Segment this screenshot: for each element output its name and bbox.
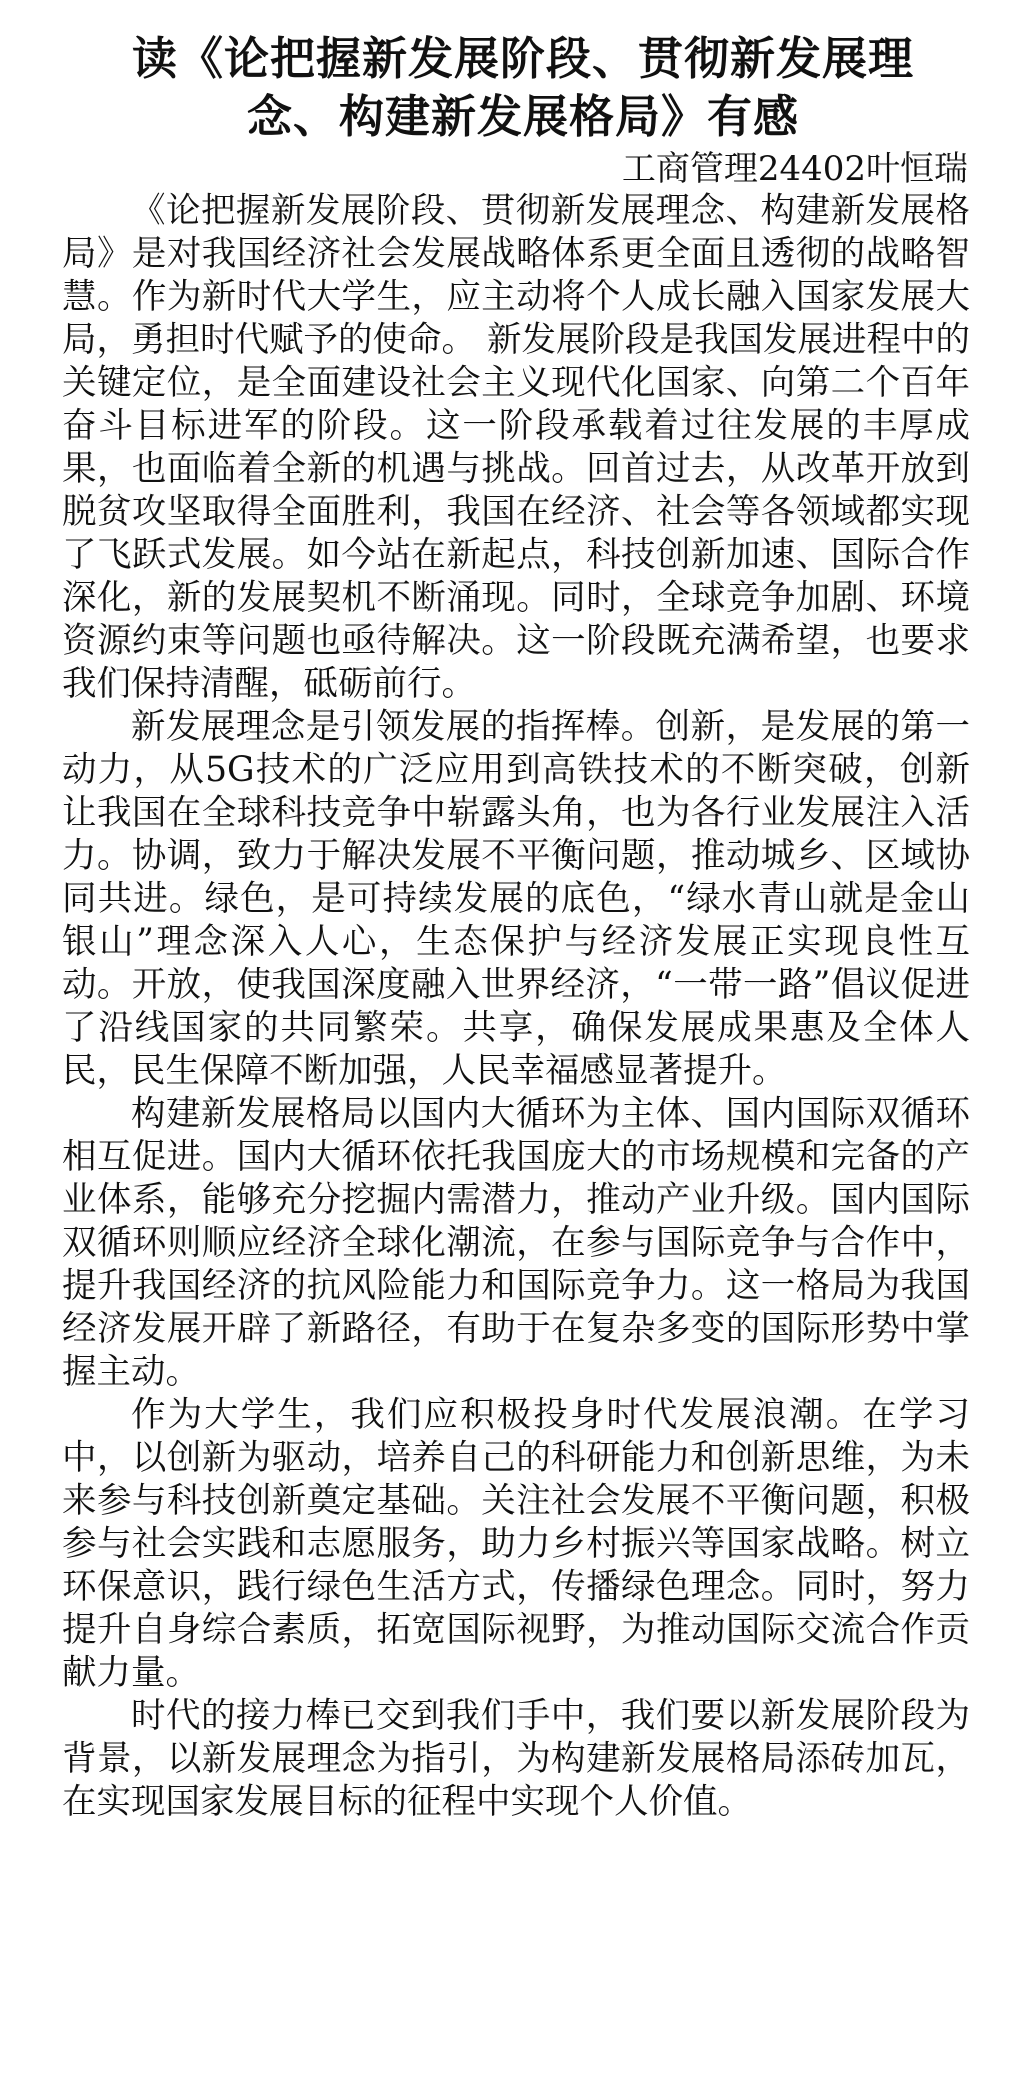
- paragraph-5: 时代的接力棒已交到我们手中，我们要以新发展阶段为背景，以新发展理念为指引，为构建新发展格局添砖加瓦，在实现国家发展目标的征程中实现个人价值。: [62, 1696, 970, 1822]
- document-body: [62, 190, 970, 1824]
- author-line: 工商管理24402叶恒瑞: [621, 149, 968, 189]
- document-title: [62, 30, 970, 146]
- paragraph-4: 作为大学生，我们应积极投身时代发展浪潮。在学习中，以创新为驱动，培养自己的科研能力和创新思维，为未来参与科技创新奠定基础。关注社会发展不平衡问题，积极参与社会实践和志愿服务，助力乡村振兴等国家战略。树立环保意识，践行绿色生活方式，传播绿色理念。同时，努力提升自身综合素质，拓宽国际视野，为推动国际交流合作贡献力量。: [62, 1395, 970, 1693]
- title-line-2: 念、构建新发展格局》有感: [246, 90, 799, 143]
- paragraph-3: 构建新发展格局以国内大循环为主体、国内国际双循环相互促进。国内大循环依托我国庞大的市场规模和完备的产业体系，能够充分挖掘内需潜力，推动产业升级。国内国际双循环则顺应经济全球化潮流，在参与国际竞争与合作中，提升我国经济的抗风险能力和国际竞争力。这一格局为我国经济发展开辟了新路径，有助于在复杂多变的国际形势中掌握主动。: [62, 1094, 970, 1392]
- paragraph-1: 《论把握新发展阶段、贯彻新发展理念、构建新发展格局》是对我国经济社会发展战略体系更全面且透彻的战略智慧。作为新时代大学生，应主动将个人成长融入国家发展大局，勇担时代赋予的使命。 新发展阶段是我国发展进程中的关键定位，是全面建设社会主义现代化国家、向第二个百年奋斗目标进军的阶段。这一阶段承载着过往发展的丰厚成果，也面临着全新的机遇与挑战。回首过去，从改革开放到脱贫攻坚取得全面胜利，我国在经济、社会等各领域都实现了飞跃式发展。如今站在新起点，科技创新加速、国际合作深化，新的发展契机不断涌现。同时，全球竞争加剧、环境资源约束等问题也亟待解决。这一阶段既充满希望，也要求我们保持清醒，砥砺前行。: [62, 191, 970, 704]
- title-line-1: 读《论把握新发展阶段、贯彻新发展理: [131, 32, 914, 85]
- paragraph-2: 新发展理念是引领发展的指挥棒。创新，是发展的第一动力，从5G技术的广泛应用到高铁技术的不断突破，创新让我国在全球科技竞争中崭露头角，也为各行业发展注入活力。协调，致力于解决发展不平衡问题，推动城乡、区域协同共进。绿色，是可持续发展的底色，“绿水青山就是金山银山”理念深入人心，生态保护与经济发展正实现良性互动。开放，使我国深度融入世界经济，“一带一路”倡议促进了沿线国家的共同繁荣。共享，确保发展成果惠及全体人民，民生保障不断加强，人民幸福感显著提升。: [62, 707, 970, 1091]
